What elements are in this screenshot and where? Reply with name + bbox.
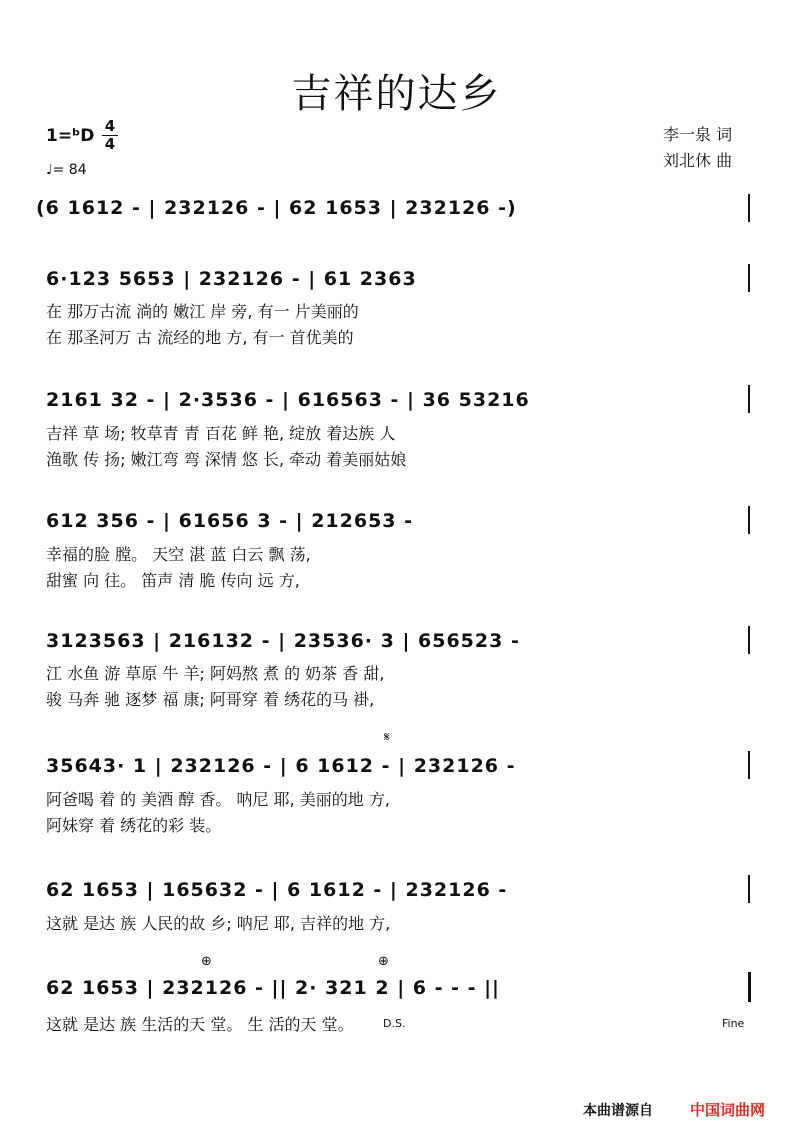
lyrics-row-6-verse-1: 这就 是达 族 人民的故 乡; 呐尼 耶, 吉祥的地 方, — [46, 914, 391, 933]
lyrics-row-4-verse-1: 江 水鱼 游 草原 牛 羊; 阿妈熬 煮 的 奶茶 香 甜, — [46, 664, 385, 683]
barline — [748, 194, 750, 222]
notation-row-7: 62 1653 | 232126 - || 2· 321 2 | 6 - - - || — [46, 977, 500, 999]
barline — [748, 385, 750, 413]
lyrics-row-4-verse-2: 骏 马奔 驰 逐梦 福 康; 阿哥穿 着 绣花的马 褂, — [46, 690, 375, 709]
footer-site-name[interactable]: 中国词曲网 — [690, 1101, 766, 1119]
lyrics-row-5-verse-1: 阿爸喝 着 的 美酒 醇 香。 呐尼 耶, 美丽的地 方, — [46, 790, 390, 809]
notation-row-2: 2161 32 - | 2·3536 - | 616563 - | 36 53216 — [46, 389, 530, 411]
notation-row-4: 3123563 | 216132 - | 23536· 3 | 656523 - — [46, 630, 520, 652]
lyrics-row-1-verse-2: 在 那圣河万 古 流经的地 方, 有一 首优美的 — [46, 328, 354, 347]
dal-segno-mark: D.S. — [383, 1017, 406, 1030]
barline — [748, 264, 750, 292]
page-title: 吉祥的达乡 — [291, 71, 502, 117]
lyrics-row-5-verse-2: 阿妹穿 着 绣花的彩 装。 — [46, 816, 222, 835]
time-signature-bottom: 4 — [104, 135, 116, 153]
segno-sign: 𝄋 — [384, 730, 390, 745]
footer-source-label: 本曲谱源自 — [583, 1103, 653, 1119]
notation-row-3: 612 356 - | 61656 3 - | 212653 - — [46, 510, 414, 532]
lyrics-row-2-verse-2: 渔歌 传 扬; 嫩江弯 弯 深情 悠 长, 牵动 着美丽姑娘 — [46, 450, 407, 469]
tempo-marking: ♩= 84 — [46, 162, 87, 178]
notation-row-6: 62 1653 | 165632 - | 6 1612 - | 232126 - — [46, 879, 508, 901]
coda-sign-1: ⊕ — [201, 954, 212, 969]
notation-row-1: 6·123 5653 | 232126 - | 61 2363 — [46, 268, 417, 290]
lyrics-row-7-verse-1: 这就 是达 族 生活的天 堂。 生 活的天 堂。 — [46, 1015, 354, 1034]
barline — [748, 506, 750, 534]
barline — [748, 626, 750, 654]
notation-row-0: (6 1612 - | 232126 - | 62 1653 | 232126 -) — [36, 197, 517, 219]
notation-row-5: 35643· 1 | 232126 - | 6 1612 - | 232126 - — [46, 755, 516, 777]
time-signature-top: 4 — [104, 117, 116, 135]
fine-mark: Fine — [722, 1017, 745, 1030]
coda-sign-2: ⊕ — [378, 954, 389, 969]
lyrics-row-2-verse-1: 吉祥 草 场; 牧草青 青 百花 鲜 艳, 绽放 着达族 人 — [46, 424, 396, 443]
time-signature — [102, 119, 118, 152]
final-barline — [748, 972, 751, 1002]
lyrics-row-3-verse-1: 幸福的脸 膛。 天空 湛 蓝 白云 飘 荡, — [46, 545, 311, 564]
lyrics-row-3-verse-2: 甜蜜 向 往。 笛声 清 脆 传向 远 方, — [46, 571, 300, 590]
composer-credit: 刘北休 曲 — [663, 151, 733, 170]
lyricist-credit: 李一泉 词 — [663, 125, 733, 144]
barline — [748, 875, 750, 903]
lyrics-row-1-verse-1: 在 那万古流 淌的 嫩江 岸 旁, 有一 片美丽的 — [46, 302, 359, 321]
barline — [748, 751, 750, 779]
key-signature: 1=ᵇD — [46, 126, 95, 146]
